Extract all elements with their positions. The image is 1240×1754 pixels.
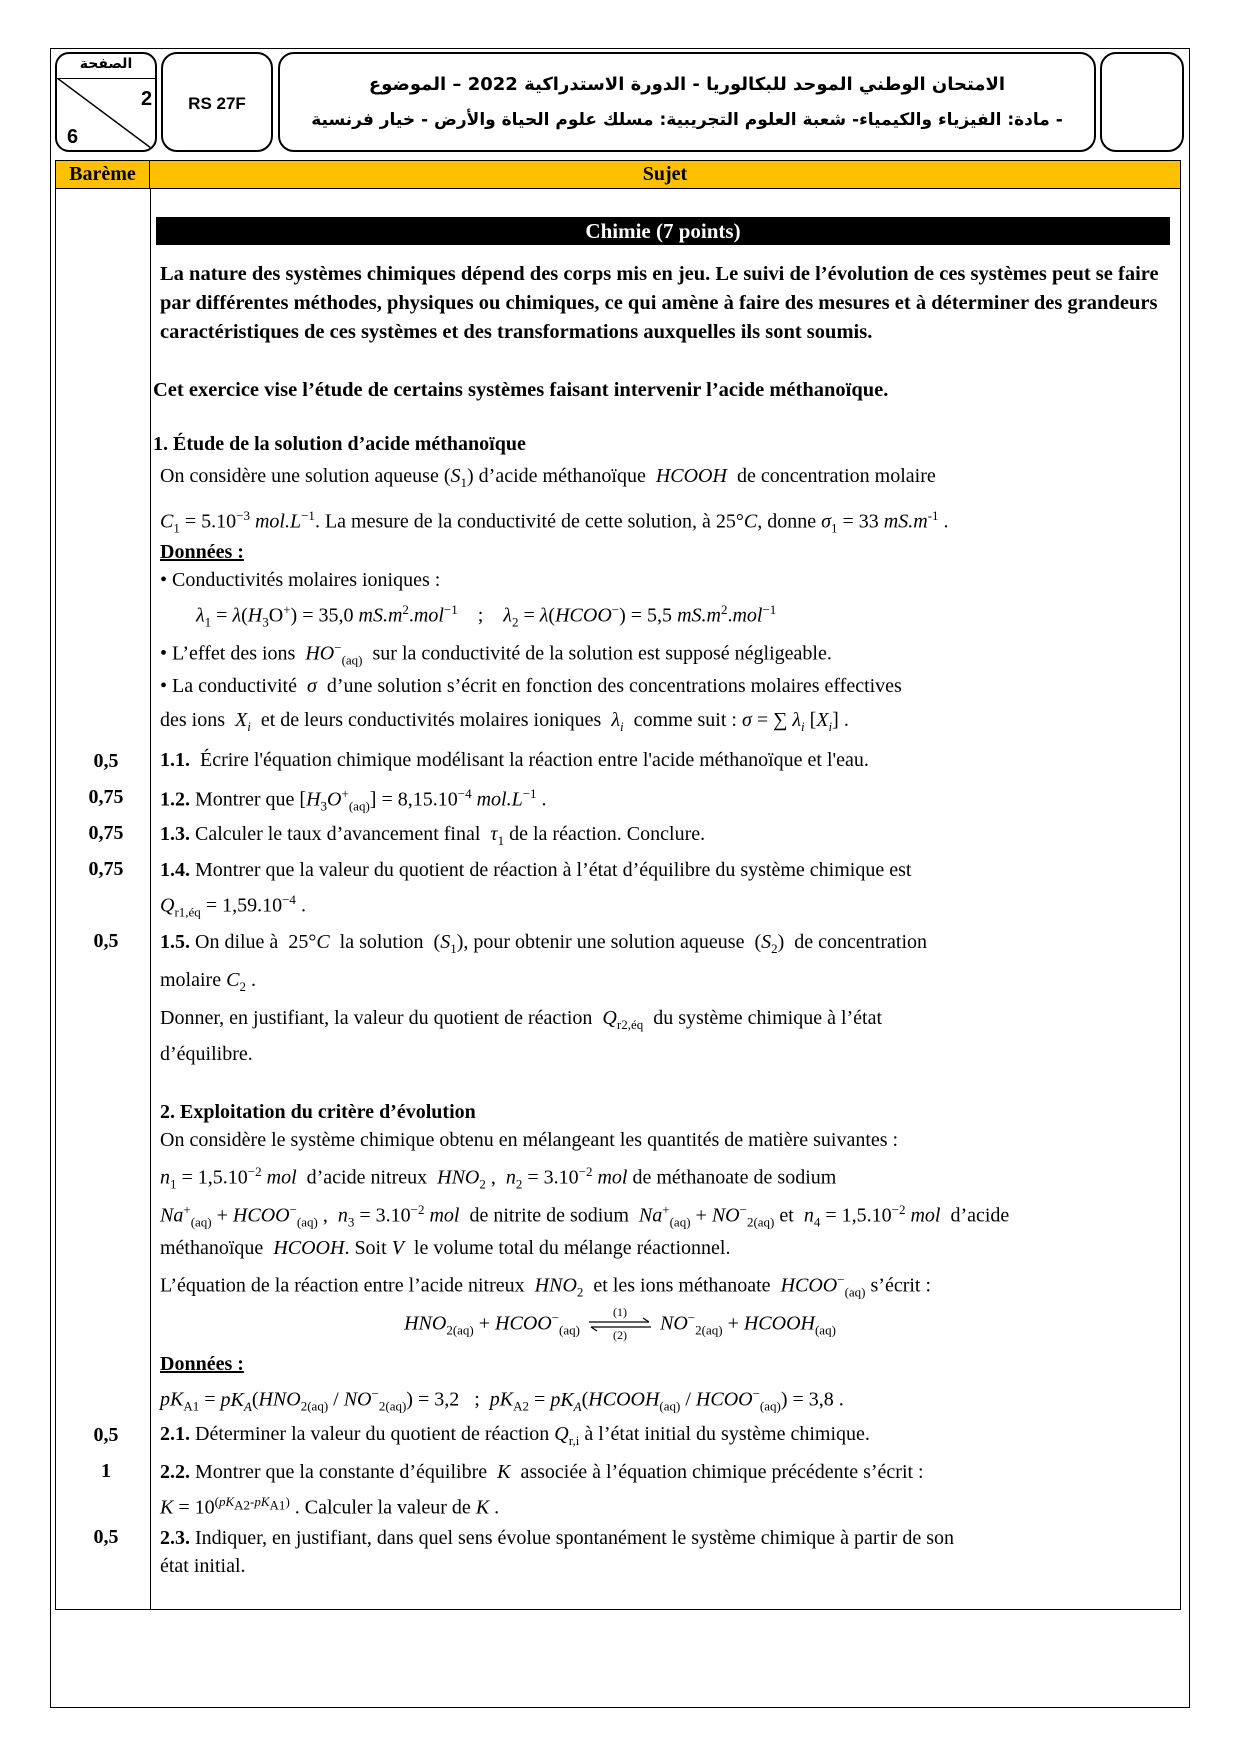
score-1-4: 0,75	[88, 858, 124, 880]
donnees-label-1: Données :	[160, 541, 244, 563]
page-number-box	[55, 52, 157, 152]
question-1-3: 1.3. Calculer le taux d’avancement final $\tau_1$ de la réaction. Conclure.	[160, 823, 706, 848]
data-item-3: • La conductivité σ d’une solution s’écrit en fonction des concentrations molaires effectives	[160, 675, 902, 697]
bareme-header: Barème	[56, 161, 150, 189]
score-2-2: 1	[101, 1460, 111, 1482]
score-2-3: 0,5	[93, 1526, 119, 1548]
donnees-label-2: Données :	[160, 1353, 244, 1375]
reaction-equation: $HNO_{2(aq)}$ + $HCOO^-_{(aq)}$ (1) (2) $NO^-_{2(aq)}$ + $HCOOH_{(aq)}$	[404, 1305, 836, 1342]
question-2-1: 2.1. Déterminer la valeur du quotient de réaction $Q_{r,i}$ à l’état initial du système chimique.	[160, 1423, 870, 1448]
exam-code: RS 27F	[188, 94, 246, 113]
question-1-4: 1.4. Montrer que la valeur du quotient de réaction à l’état d’équilibre du système chimique est	[160, 859, 912, 881]
data-item-2: • L’effet des ions $HO^-_{(aq)}$ sur la conductivité de la solution est supposé négligeable.	[160, 640, 832, 668]
question-1-2: 1.2. Montrer que $[H_3O^+_{(aq)}] = 8,15.10^{-4}$ $mol.L^{-1}$ .	[160, 786, 547, 814]
part2-title: 2. Exploitation du critère d’évolution	[160, 1101, 476, 1123]
part2-line4: méthanoïque HCOOH. Soit V le volume total du mélange réactionnel.	[160, 1237, 731, 1259]
question-2-2: 2.2. Montrer que la constante d’équilibre K associée à l’équation chimique précédente s’écrit :	[160, 1461, 924, 1483]
equilibrium-arrow-icon: (1) (2)	[587, 1308, 653, 1342]
question-1-5: 1.5. On dilue à 25°C la solution $(S_1)$, pour obtenir une solution aqueuse $(S_2)$ de concentration	[160, 931, 928, 956]
score-1-1: 0,5	[93, 750, 119, 772]
pka-data: $pK_{A1} = pK_A(HNO_{2(aq)} / NO^-_{2(aq)}) = 3,2$ ; $pK_{A2}$ = $pK_A(HCOOH_{(aq)}$ / $HCOO^-_{(aq)}) = 3,8$ .	[160, 1386, 844, 1414]
question-1-5-cont: molaire $C_2$ .	[160, 969, 256, 994]
part1-line2: $C_1 = 5.10^{-3}$ $mol.L^{-1}$. La mesure de la conductivité de cette solution, à 25°C, donne $\sigma_1 = 33$ $mS.m^{-1}$ .	[160, 508, 949, 536]
part2-line2: $n_1 = 1,5.10^{-2}$ mol d’acide nitreux $HNO_2$ , $n_2 = 3.10^{-2}$ mol de méthanoate de sodium	[160, 1164, 837, 1192]
exam-code-box	[161, 52, 273, 152]
question-1-1: 1.1. Écrire l'équation chimique modélisant la réaction entre l'acide méthanoïque et l'eau.	[160, 749, 869, 771]
question-2-3-cont: état initial.	[160, 1555, 246, 1577]
page-total: 6	[67, 126, 79, 148]
question-2-3: 2.3. Indiquer, en justifiant, dans quel sens évolue spontanément le système chimique à partir de son	[160, 1527, 955, 1549]
exam-title-box	[278, 52, 1096, 152]
equilibrium-constant: $K = 10^{(pK_{A2}-pK_{A1})}$ . Calculer la valeur de K .	[160, 1494, 500, 1519]
score-2-1: 0,5	[93, 1424, 119, 1446]
empty-header-box	[1100, 52, 1184, 152]
part2-line3: $Na^+_{(aq)}$ + $HCOO^-_{(aq)}$ , $n_3 = 3.10^{-2}$ mol de nitrite de sodium $Na^+_{(aq)} + NO^-_{2(aq)}$ et $n_4 = 1,5.10^{-2}$ mol d’acide	[160, 1202, 1010, 1230]
molar-conductivities: $\lambda_1 = \lambda(H_3O^+) = 35,0$ $mS.m^2.mol^{-1}$ ; $\lambda_2$ = λ(HCOO−) = 5,5 $mS.m^2.mol^{-1}$	[196, 602, 777, 630]
page-label: الصفحة	[79, 56, 133, 72]
part1-line1: On considère une solution aqueuse $(S_1)$ d’acide méthanoïque HCOOH de concentration molaire	[160, 465, 936, 490]
score-1-5: 0,5	[93, 930, 119, 952]
data-item-3-cont: des ions $X_i$ et de leurs conductivités molaires ioniques $\lambda_i$ comme suit : σ = ∑ $\lambda_i$ $[X_i]$ .	[160, 709, 849, 734]
intro-paragraph: La nature des systèmes chimiques dépend des corps mis en jeu. Le suivi de l’évolution de ces systèmes peut se faire par différentes méthodes, physiques ou chimiques, ce qui amène à faire des mesures et à déterminer des grandeurs caractéristiques de ces systèmes et des transformations auxquelles ils sont soumis.	[160, 263, 1159, 343]
score-1-3: 0,75	[88, 822, 124, 844]
exam-title: الامتحان الوطني الموحد للبكالوريا - الدورة الاستدراكية 2022 – الموضوع	[368, 74, 1006, 95]
sujet-header: Sujet	[150, 161, 1180, 189]
question-1-5-task: Donner, en justifiant, la valeur du quotient de réaction $Q_{r2,éq}$ du système chimique à l’état	[160, 1007, 883, 1032]
section-title: Chimie (7 points)	[156, 217, 1170, 245]
part1-title: 1. Étude de la solution d’acide méthanoïque	[153, 433, 526, 455]
part2-line1: On considère le système chimique obtenu en mélangeant les quantités de matière suivantes :	[160, 1129, 899, 1151]
column-divider	[150, 189, 151, 1609]
exercise-aim: Cet exercice vise l’étude de certains systèmes faisant intervenir l’acide méthanoïque.	[153, 379, 889, 401]
page-number: 2	[141, 88, 153, 110]
data-item-1: • Conductivités molaires ioniques :	[160, 569, 441, 591]
question-1-5-end: d’équilibre.	[160, 1043, 253, 1065]
quotient-equilibrium: $Q_{r1,éq} = 1,59.10^{-4}$ .	[160, 892, 306, 920]
part2-line5: L’équation de la réaction entre l’acide nitreux $HNO_2$ et les ions méthanoate $HCOO^-_{(aq)}$ s’écrit :	[160, 1272, 932, 1300]
score-1-2: 0,75	[88, 786, 124, 808]
exam-subject: - مادة: الفيزياء والكيمياء- شعبة العلوم التجريبية: مسلك علوم الحياة والأرض - خيار فرنسية	[311, 110, 1063, 130]
